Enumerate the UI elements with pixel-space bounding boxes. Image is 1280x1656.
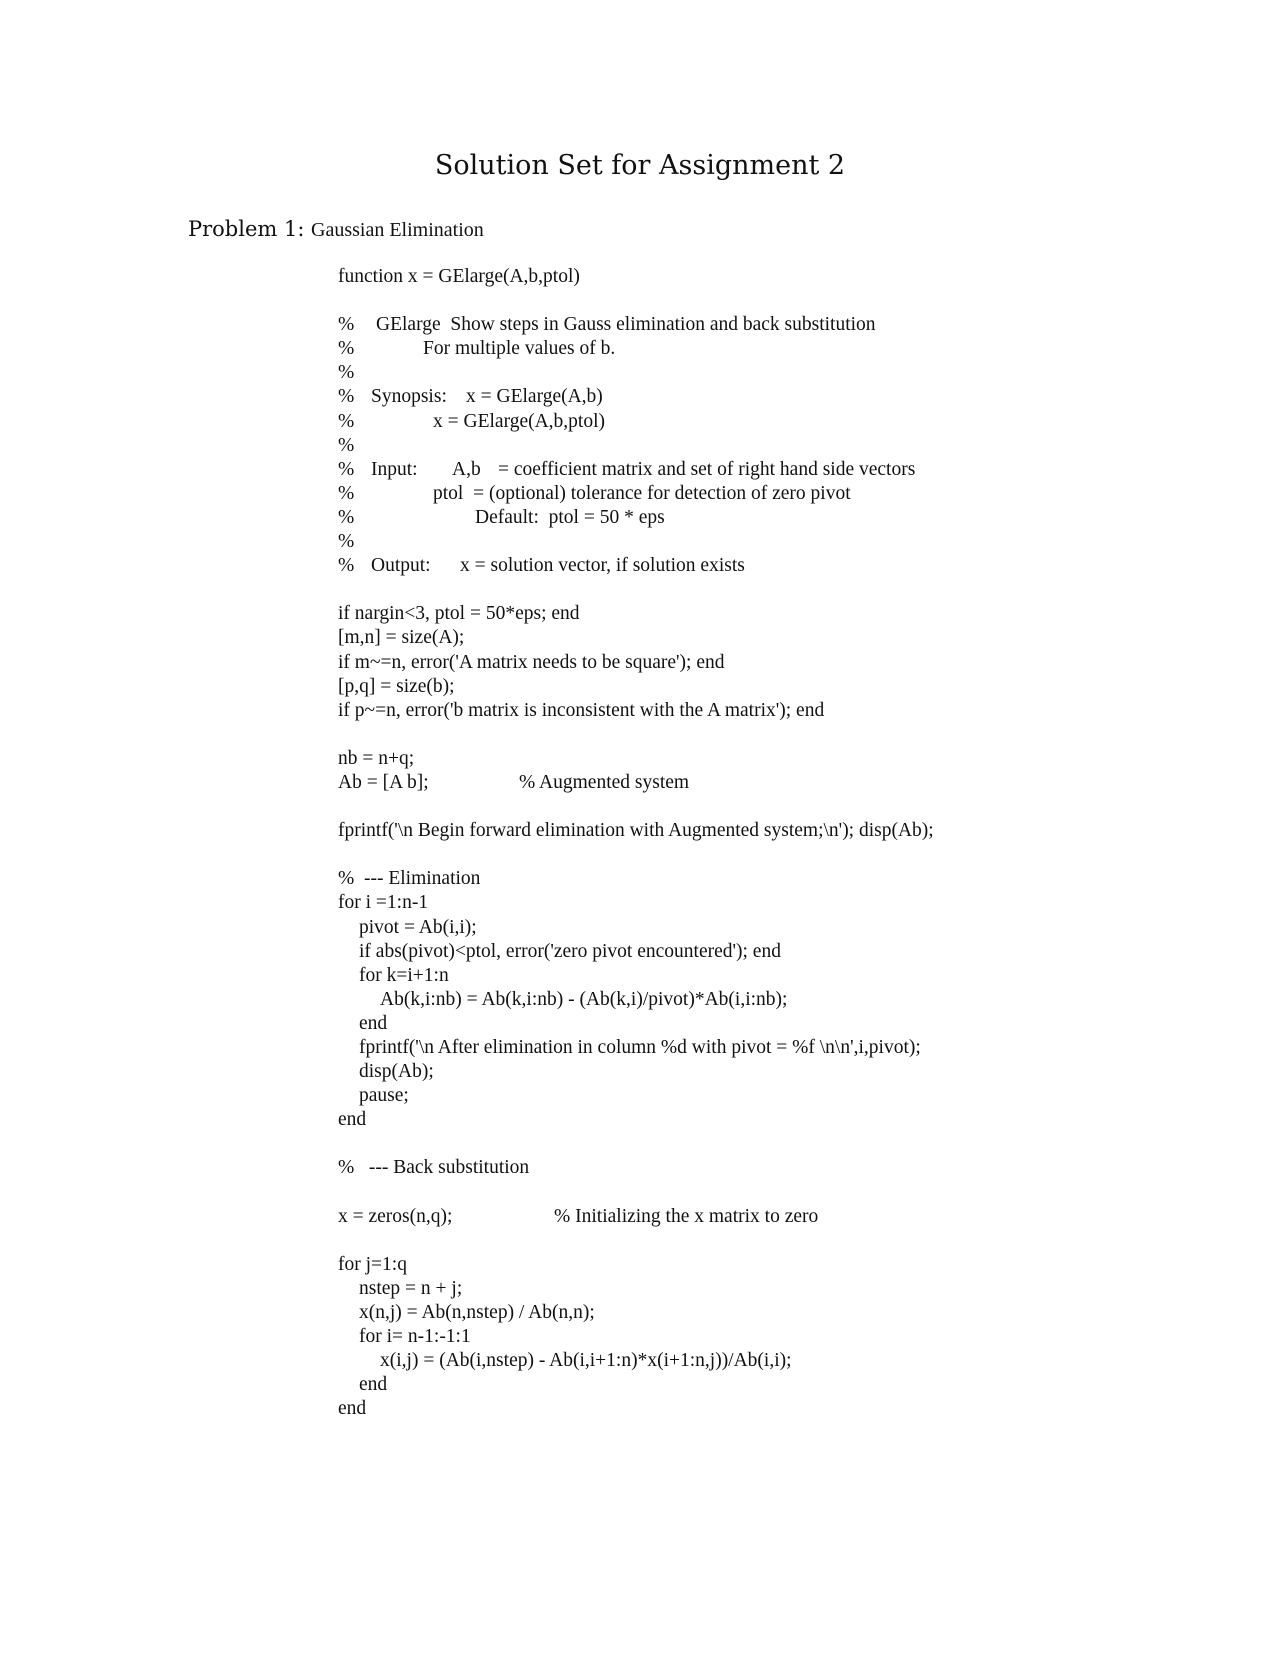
code-segment: if p~=n, error('b matrix is inconsistent with the A matrix'); end xyxy=(338,699,825,721)
code-line xyxy=(338,988,1238,1012)
code-line xyxy=(338,554,1238,578)
code-segment: end xyxy=(338,1398,367,1420)
code-line xyxy=(338,289,1238,313)
code-line xyxy=(338,1181,1238,1205)
code-segment: if nargin<3, ptol = 50*eps; end xyxy=(338,603,580,625)
code-segment: Default: ptol = 50 * eps xyxy=(475,506,665,528)
code-segment: % xyxy=(338,482,355,504)
code-segment: % xyxy=(338,458,355,480)
code-line xyxy=(338,361,1238,385)
code-segment: % xyxy=(338,362,355,384)
code-segment: fprintf('\n Begin forward elimination with Augmented system;\n'); disp(Ab); xyxy=(338,820,934,842)
code-line xyxy=(338,675,1238,699)
code-line xyxy=(338,1205,1238,1229)
code-line xyxy=(338,410,1238,434)
code-segment: function x = GElarge(A,b,ptol) xyxy=(338,266,580,287)
code-segment: Output: xyxy=(371,555,431,577)
code-line xyxy=(338,1229,1238,1253)
code-line xyxy=(338,1277,1238,1301)
code-segment: % xyxy=(338,386,355,408)
code-line xyxy=(338,1156,1238,1180)
code-line xyxy=(338,265,1238,289)
code-line xyxy=(338,964,1238,988)
code-line xyxy=(338,916,1238,940)
code-line xyxy=(338,699,1238,723)
code-segment: for k=i+1:n xyxy=(359,964,449,986)
code-segment: for i =1:n-1 xyxy=(338,892,429,914)
code-segment: % xyxy=(338,531,355,553)
code-segment: x(n,j) = Ab(n,nstep) / Ab(n,n); xyxy=(359,1302,595,1324)
code-line xyxy=(338,1060,1238,1084)
code-segment: Synopsis: xyxy=(371,386,447,408)
code-line xyxy=(338,1373,1238,1397)
code-segment: for j=1:q xyxy=(338,1253,407,1275)
code-line xyxy=(338,530,1238,554)
code-segment: % xyxy=(338,555,355,577)
code-segment: % Initializing the x matrix to zero xyxy=(554,1205,819,1227)
code-segment: % xyxy=(338,506,355,528)
code-line xyxy=(338,747,1238,771)
code-line xyxy=(338,337,1238,361)
code-segment: x = GElarge(A,b) xyxy=(466,386,603,408)
code-segment: end xyxy=(359,1374,388,1396)
code-line xyxy=(338,1397,1238,1421)
problem-label: Problem 1: xyxy=(188,217,305,241)
code-line xyxy=(338,771,1238,795)
code-segment: % --- Back substitution xyxy=(338,1157,530,1179)
code-line xyxy=(338,482,1238,506)
code-segment: % xyxy=(338,434,355,456)
code-line xyxy=(338,1325,1238,1349)
code-segment: for i= n-1:-1:1 xyxy=(359,1326,471,1348)
code-line xyxy=(338,506,1238,530)
code-segment: nb = n+q; xyxy=(338,747,415,769)
code-segment: % Augmented system xyxy=(519,771,690,793)
code-line xyxy=(338,626,1238,650)
problem-subject: Gaussian Elimination xyxy=(311,219,484,241)
code-segment: GElarge Show steps in Gauss elimination and back substitution xyxy=(376,314,876,336)
code-line xyxy=(338,602,1238,626)
code-segment: x = zeros(n,q); xyxy=(338,1205,453,1227)
code-segment: [p,q] = size(b); xyxy=(338,675,455,697)
code-segment: if abs(pivot)<ptol, error('zero pivot encountered'); end xyxy=(359,940,781,962)
code-line xyxy=(338,940,1238,964)
code-segment: end xyxy=(359,1012,388,1034)
code-line xyxy=(338,1349,1238,1373)
code-line xyxy=(338,843,1238,867)
code-segment: % xyxy=(338,410,355,432)
code-segment: if m~=n, error('A matrix needs to be square'); end xyxy=(338,651,725,673)
code-line xyxy=(338,1253,1238,1277)
code-line xyxy=(338,1301,1238,1325)
code-segment: fprintf('\n After elimination in column %d with pivot = %f \n\n',i,pivot); xyxy=(359,1037,921,1058)
code-line xyxy=(338,1036,1238,1060)
code-segment: end xyxy=(338,1109,367,1131)
code-line xyxy=(338,458,1238,482)
code-line xyxy=(338,723,1238,747)
code-line xyxy=(338,313,1238,337)
code-line xyxy=(338,1084,1238,1108)
code-line xyxy=(338,385,1238,409)
code-line xyxy=(338,1108,1238,1132)
code-segment: disp(Ab); xyxy=(359,1061,434,1083)
code-segment: A,b xyxy=(452,458,481,480)
code-line xyxy=(338,434,1238,458)
code-segment: pause; xyxy=(359,1085,409,1107)
code-line xyxy=(338,1012,1238,1036)
code-segment: % xyxy=(338,338,355,360)
code-segment: % --- Elimination xyxy=(338,868,481,890)
code-segment: Ab(k,i:nb) = Ab(k,i:nb) - (Ab(k,i)/pivot)*Ab(i,i:nb); xyxy=(380,988,788,1010)
code-line xyxy=(338,891,1238,915)
code-segment: % xyxy=(338,314,355,336)
code-segment: x = solution vector, if solution exists xyxy=(460,555,745,577)
code-segment: Input: xyxy=(371,458,418,480)
code-line xyxy=(338,795,1238,819)
code-segment: Ab = [A b]; xyxy=(338,771,429,793)
code-segment: x(i,j) = (Ab(i,nstep) - Ab(i,i+1:n)*x(i+1:n,j))/Ab(i,i); xyxy=(380,1350,792,1372)
code-line xyxy=(338,867,1238,891)
code-segment: [m,n] = size(A); xyxy=(338,627,465,649)
code-line xyxy=(338,578,1238,602)
code-line xyxy=(338,651,1238,675)
code-segment: For multiple values of b. xyxy=(423,338,616,360)
code-line xyxy=(338,1132,1238,1156)
code-segment: pivot = Ab(i,i); xyxy=(359,916,477,938)
document-title: Solution Set for Assignment 2 xyxy=(434,150,846,181)
code-segment: nstep = n + j; xyxy=(359,1277,463,1299)
code-segment: x = GElarge(A,b,ptol) xyxy=(433,410,606,432)
code-listing xyxy=(338,265,1238,1422)
code-segment: ptol = (optional) tolerance for detection of zero pivot xyxy=(433,482,851,504)
code-segment: = coefficient matrix and set of right hand side vectors xyxy=(498,458,916,480)
code-line xyxy=(338,819,1238,843)
